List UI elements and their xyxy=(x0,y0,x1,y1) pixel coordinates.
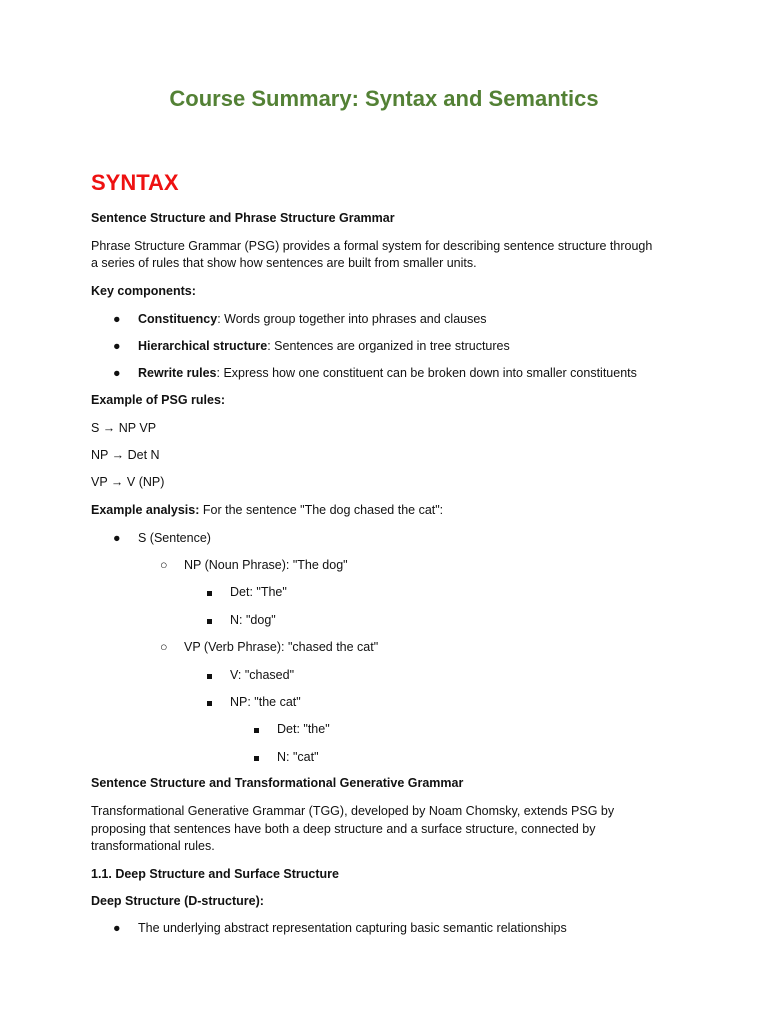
psg-heading: Sentence Structure and Phrase Structure Grammar xyxy=(91,211,395,225)
bullet-circle-icon: ○ xyxy=(160,640,168,654)
key-components-label: Key components: xyxy=(91,284,196,298)
psg-rule-s: S → NP VP xyxy=(91,421,157,435)
bullet-disc-icon: ● xyxy=(113,339,121,353)
deep-structure-item-1: The underlying abstract representation capturing basic semantic relationships xyxy=(138,921,567,935)
tree-node-vp: VP (Verb Phrase): "chased the cat" xyxy=(184,640,379,654)
list-item-hierarchical-structure: Hierarchical structure: Sentences are organized in tree structures xyxy=(138,339,510,353)
tree-node-vp-np-n: N: "cat" xyxy=(277,750,319,764)
document-title: Course Summary: Syntax and Semantics xyxy=(169,86,599,111)
list-item-constituency: Constituency: Words group together into phrases and clauses xyxy=(138,312,487,326)
bullet-square-icon xyxy=(207,584,212,602)
psg-rule-np: NP → Det N xyxy=(91,448,160,462)
psg-rule-vp: VP → V (NP) xyxy=(91,475,165,489)
bullet-disc-icon: ● xyxy=(113,366,121,380)
example-analysis-line: Example analysis: For the sentence "The dog chased the cat": xyxy=(91,503,444,517)
deep-structure-label: Deep Structure (D-structure): xyxy=(91,894,264,908)
tree-node-np: NP (Noun Phrase): "The dog" xyxy=(184,558,348,572)
bullet-square-icon xyxy=(254,749,259,767)
list-item-rewrite-rules: Rewrite rules: Express how one constituent can be broken down into smaller constituents xyxy=(138,366,637,380)
bullet-disc-icon: ● xyxy=(113,921,121,935)
tree-node-s: S (Sentence) xyxy=(138,531,211,545)
tgg-paragraph-line-2: proposing that sentences have both a deep structure and a surface structure, connected by xyxy=(91,822,596,836)
tree-node-np-det: Det: "The" xyxy=(230,585,287,599)
deep-surface-subheading: 1.1. Deep Structure and Surface Structure xyxy=(91,867,339,881)
tgg-heading: Sentence Structure and Transformational Generative Grammar xyxy=(91,776,464,790)
tree-node-vp-np: NP: "the cat" xyxy=(230,695,301,709)
tree-node-vp-np-det: Det: "the" xyxy=(277,722,330,736)
tgg-paragraph-line-3: transformational rules. xyxy=(91,839,215,853)
psg-paragraph-line-1: Phrase Structure Grammar (PSG) provides a formal system for describing sentence structure through xyxy=(91,239,653,253)
section-heading-syntax: SYNTAX xyxy=(91,170,179,195)
psg-paragraph-line-2: a series of rules that show how sentences are built from smaller units. xyxy=(91,256,477,270)
bullet-square-icon xyxy=(207,694,212,712)
bullet-disc-icon: ● xyxy=(113,531,121,545)
bullet-square-icon xyxy=(254,721,259,739)
tree-node-np-n: N: "dog" xyxy=(230,613,276,627)
tgg-paragraph-line-1: Transformational Generative Grammar (TGG), developed by Noam Chomsky, extends PSG by xyxy=(91,804,615,818)
psg-rules-label: Example of PSG rules: xyxy=(91,393,226,407)
bullet-square-icon xyxy=(207,667,212,685)
bullet-disc-icon: ● xyxy=(113,312,121,326)
bullet-square-icon xyxy=(207,612,212,630)
tree-node-vp-v: V: "chased" xyxy=(230,668,295,682)
bullet-circle-icon: ○ xyxy=(160,558,168,572)
